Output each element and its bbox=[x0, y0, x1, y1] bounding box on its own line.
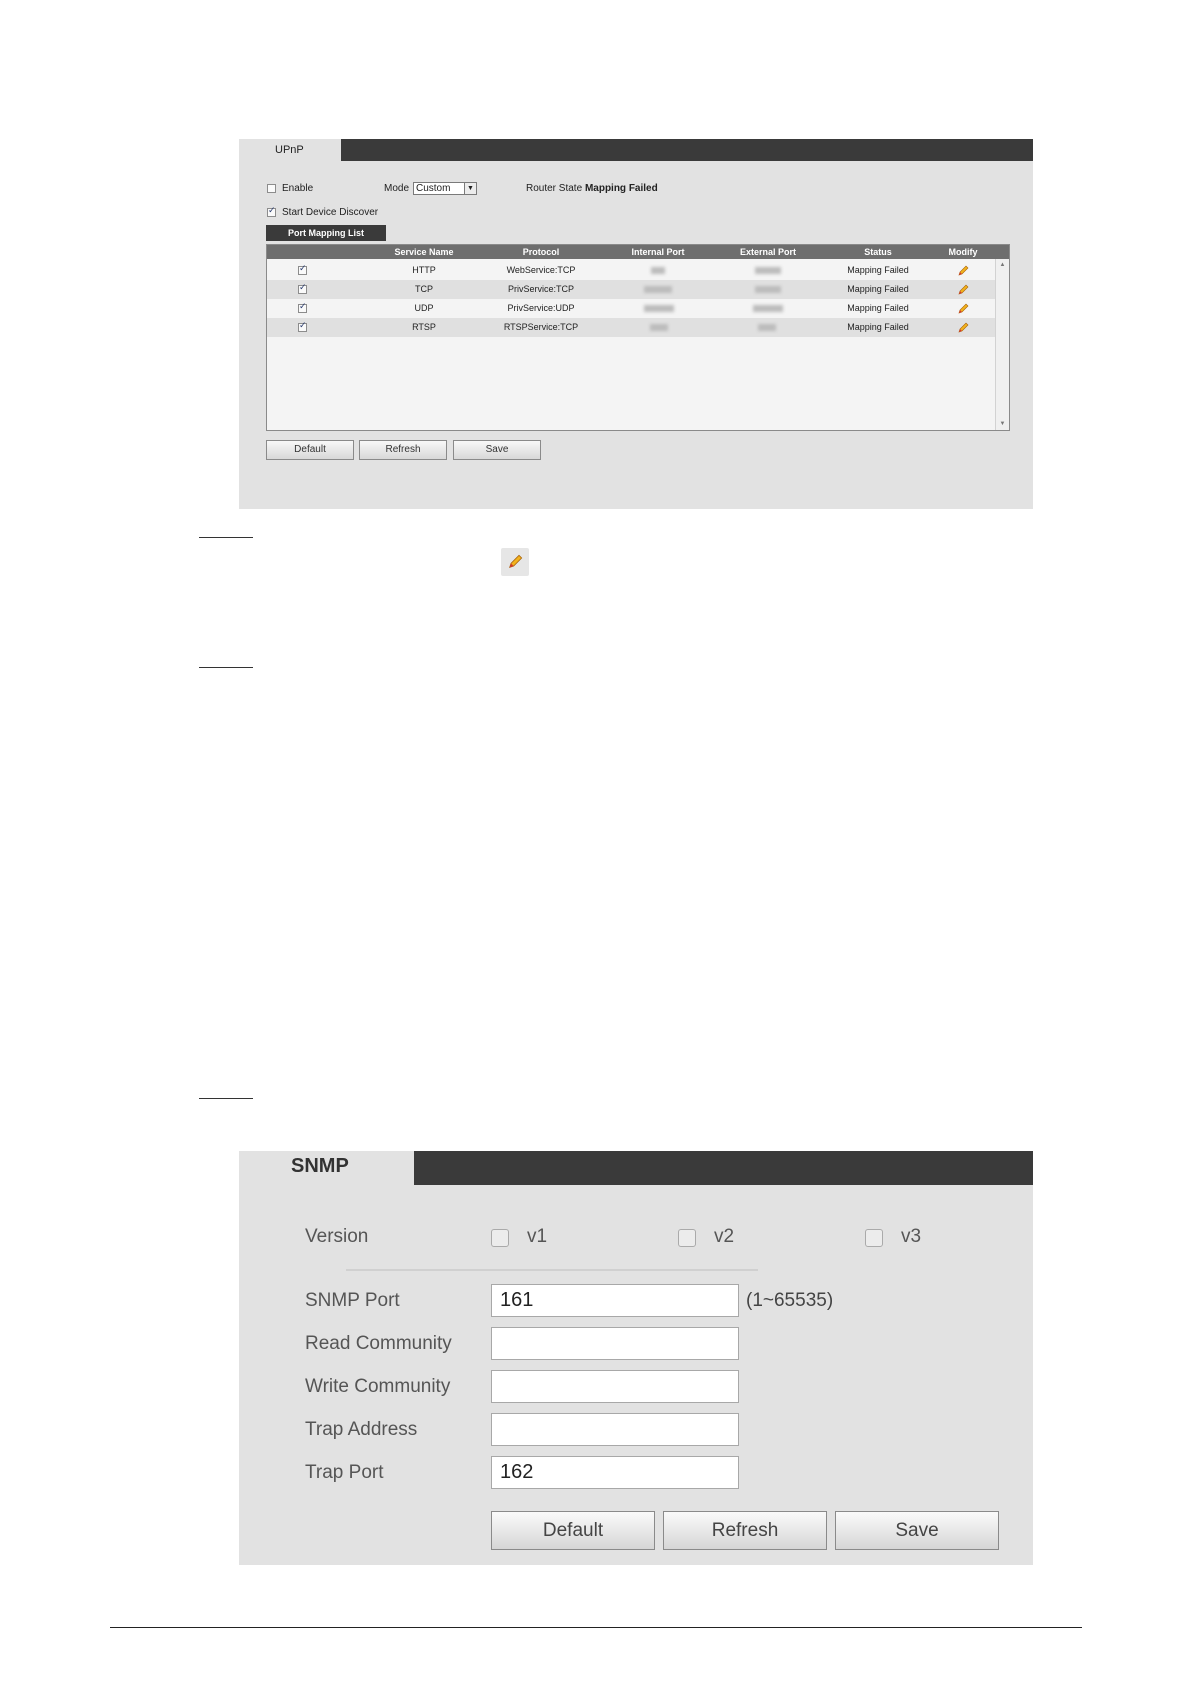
snmp-tab-title: SNMP bbox=[291, 1155, 349, 1177]
save-button[interactable]: Save bbox=[835, 1511, 999, 1550]
router-state bbox=[526, 183, 658, 194]
pencil-icon[interactable] bbox=[957, 284, 969, 296]
external-port-redacted bbox=[753, 305, 783, 312]
status: Mapping Failed bbox=[847, 284, 909, 294]
step-marker bbox=[199, 1098, 253, 1099]
pencil-icon[interactable] bbox=[957, 265, 969, 277]
step-marker bbox=[199, 537, 253, 538]
column-header: External Port bbox=[739, 247, 797, 257]
enable-checkbox[interactable] bbox=[267, 184, 276, 193]
scroll-up-icon[interactable]: ▲ bbox=[999, 262, 1006, 268]
snmp-port-range: (1~65535) bbox=[746, 1290, 834, 1311]
external-port-redacted bbox=[755, 267, 781, 274]
service-name: HTTP bbox=[412, 265, 436, 275]
column-header: Internal Port bbox=[631, 247, 685, 257]
start-device-discover-checkbox[interactable] bbox=[267, 208, 276, 217]
internal-port-redacted bbox=[650, 324, 668, 331]
row-checkbox[interactable] bbox=[298, 323, 307, 332]
trap-port-input[interactable]: 162 bbox=[491, 1456, 739, 1489]
protocol: WebService:TCP bbox=[506, 265, 576, 275]
column-header: Protocol bbox=[522, 247, 560, 257]
table-row bbox=[267, 299, 995, 318]
upnp-tab-title: UPnP bbox=[275, 144, 304, 156]
upnp-header-bar bbox=[341, 139, 1033, 161]
pencil-icon[interactable] bbox=[957, 303, 969, 315]
snmp-port-label: SNMP Port bbox=[305, 1290, 400, 1311]
internal-port-redacted bbox=[651, 267, 665, 274]
port-mapping-list-tab[interactable]: Port Mapping List bbox=[266, 225, 386, 241]
row-checkbox[interactable] bbox=[298, 285, 307, 294]
table-row bbox=[267, 280, 995, 299]
column-header: Modify bbox=[948, 247, 978, 257]
router-state-label: Router State bbox=[526, 183, 583, 194]
service-name: TCP bbox=[415, 284, 433, 294]
default-button[interactable]: Default bbox=[266, 440, 354, 460]
internal-port-redacted bbox=[644, 305, 674, 312]
save-button[interactable]: Save bbox=[453, 440, 541, 460]
protocol: PrivService:TCP bbox=[507, 284, 574, 294]
status: Mapping Failed bbox=[847, 303, 909, 313]
status: Mapping Failed bbox=[847, 322, 909, 332]
write-community-label: Write Community bbox=[305, 1376, 451, 1397]
version-v3-label: v3 bbox=[901, 1226, 922, 1247]
version-v2-label: v2 bbox=[714, 1226, 735, 1247]
port-mapping-table bbox=[266, 244, 1010, 431]
snmp-header-bar bbox=[414, 1151, 1033, 1185]
version-label: Version bbox=[305, 1226, 369, 1247]
status: Mapping Failed bbox=[847, 265, 909, 275]
mode-select[interactable] bbox=[413, 182, 477, 195]
protocol: PrivService:UDP bbox=[507, 303, 575, 313]
default-button[interactable]: Default bbox=[491, 1511, 655, 1550]
router-state-value: Mapping Failed bbox=[584, 183, 658, 194]
trap-address-label: Trap Address bbox=[305, 1419, 418, 1440]
row-checkbox[interactable] bbox=[298, 266, 307, 275]
divider bbox=[346, 1269, 758, 1271]
external-port-redacted bbox=[755, 286, 781, 293]
trap-port-label: Trap Port bbox=[305, 1462, 384, 1483]
table-row bbox=[267, 261, 995, 280]
snmp-panel bbox=[239, 1151, 1033, 1565]
pencil-icon bbox=[501, 548, 529, 576]
table-row bbox=[267, 318, 995, 337]
table-header bbox=[267, 245, 1009, 259]
read-community-input[interactable] bbox=[491, 1327, 739, 1360]
version-v3-checkbox[interactable] bbox=[865, 1229, 883, 1247]
service-name: UDP bbox=[414, 303, 434, 313]
version-v1-checkbox[interactable] bbox=[491, 1229, 509, 1247]
mode-label: Mode bbox=[384, 183, 410, 194]
row-checkbox[interactable] bbox=[298, 304, 307, 313]
external-port-redacted bbox=[758, 324, 776, 331]
snmp-port-input[interactable]: 161 bbox=[491, 1284, 739, 1317]
column-header: Service Name bbox=[394, 247, 454, 257]
enable-label: Enable bbox=[282, 183, 314, 194]
scroll-down-icon[interactable]: ▼ bbox=[999, 421, 1006, 427]
footer-rule bbox=[110, 1627, 1082, 1628]
start-device-discover-label: Start Device Discover bbox=[282, 207, 379, 218]
upnp-panel bbox=[239, 139, 1033, 509]
pencil-icon[interactable] bbox=[957, 322, 969, 334]
read-community-label: Read Community bbox=[305, 1333, 452, 1354]
version-v2-checkbox[interactable] bbox=[678, 1229, 696, 1247]
version-v1-label: v1 bbox=[527, 1226, 548, 1247]
table-scrollbar[interactable] bbox=[995, 259, 1009, 430]
service-name: RTSP bbox=[412, 322, 436, 332]
step-marker bbox=[199, 667, 253, 668]
refresh-button[interactable]: Refresh bbox=[359, 440, 447, 460]
internal-port-redacted bbox=[644, 286, 672, 293]
refresh-button[interactable]: Refresh bbox=[663, 1511, 827, 1550]
chevron-down-icon[interactable]: ▼ bbox=[464, 183, 476, 194]
write-community-input[interactable] bbox=[491, 1370, 739, 1403]
trap-address-input[interactable] bbox=[491, 1413, 739, 1446]
protocol: RTSPService:TCP bbox=[503, 322, 579, 332]
mode-select-value: Custom bbox=[416, 183, 451, 194]
column-header: Status bbox=[864, 247, 892, 257]
